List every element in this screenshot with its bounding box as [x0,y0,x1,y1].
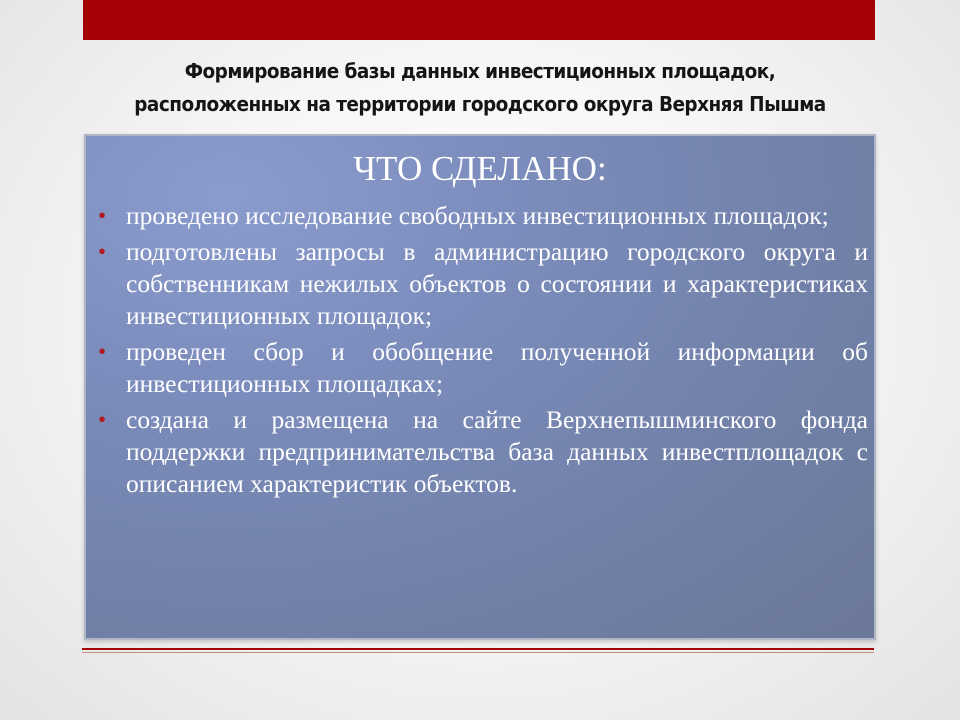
bottom-divider [82,648,874,650]
bullet-text: проведен сбор и обобщение полученной информации об инвестиционных площадках; [126,337,868,398]
bullet-dot-icon: • [98,239,107,264]
slide-title-line-2: расположенных на территории городского округа Верхняя Пышма [134,92,826,116]
bullet-list [98,200,868,504]
bullet-item [98,200,868,232]
bullet-text: создана и размещена на сайте Верхнепышминского фонда поддержки предпринимательства база данных инвестплощадок с описанием характеристик объектов. [126,405,868,498]
top-accent-bar [83,0,875,40]
bullet-dot-icon: • [98,203,107,228]
bullet-text: подготовлены запросы в администрацию городского округа и собственникам нежилых объектов о состоянии и характеристиках инвестиционных площадок; [126,237,868,330]
slide-title-line-1: Формирование базы данных инвестиционных площадок, [184,59,776,83]
bottom-divider-shadow [82,652,874,653]
content-panel [84,134,876,640]
slide-title [66,55,894,121]
panel-heading: ЧТО СДЕЛАНО: [353,149,607,188]
bullet-dot-icon: • [98,407,107,432]
bullet-text: проведено исследование свободных инвестиционных площадок; [126,201,829,230]
bullet-item [98,336,868,400]
bullet-item [98,404,868,500]
bullet-item [98,236,868,332]
bullet-dot-icon: • [98,339,107,364]
